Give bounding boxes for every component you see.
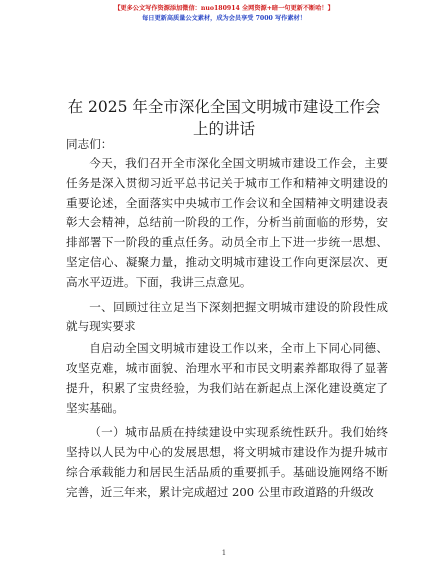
paragraph-section-1-intro: 自启动全国文明城市建设工作以来，全市上下同心同德、攻坚克难，城市面貌、治理水平和市民文明素养都取得了显著提升，积累了宝贵经验，为我们站在新起点上深化建设奠定了坚实基础。 bbox=[66, 341, 388, 415]
promo-line-membership: 每日更新高质量公文素材，成为会员享受 7000 写作素材！ bbox=[142, 15, 306, 22]
document-title: 在 2025 年全市深化全国文明城市建设工作会上的讲话 bbox=[67, 98, 381, 139]
document-body bbox=[66, 134, 388, 508]
paragraph-intro: 今天，我们召开全市深化全国文明城市建设工作会，主要任务是深入贯彻习近平总书记关于城市工作和精神文明建设的重要论述，全面落实中央城市工作会议和全国精神文明建设表彰大会精神，总结前一阶段的工作，分析当前面临的形势，安排部署下一阶段的重点任务。动员全市上下进一步统一思想、坚定信心、凝聚力量，推动文明城市建设工作向更深层次、更高水平迈进。下面，我讲三点意见。 bbox=[66, 156, 388, 289]
promo-line-wechat: 【更多公文写作资源添加微信：nuo180914 全网资源+暗一句更新不断哈！】 bbox=[114, 5, 334, 12]
paragraph-subsection-1: （一）城市品质在持续建设中实现系统性跃升。我们始终坚持以人民为中心的发展思想，将文明城市建设作为提升城市综合承载能力和居民生活品质的重要抓手。基础设施网络不断完善，近三年来，累计完成超过 200 公里市政道路的升级改 bbox=[66, 425, 388, 499]
salutation: 同志们： bbox=[66, 137, 113, 151]
promo-banner bbox=[0, 4, 448, 24]
page-number: 1 bbox=[221, 549, 227, 557]
section-heading-1: 一、回顾过往立足当下深刻把握文明城市建设的阶段性成就与现实要求 bbox=[66, 299, 388, 334]
